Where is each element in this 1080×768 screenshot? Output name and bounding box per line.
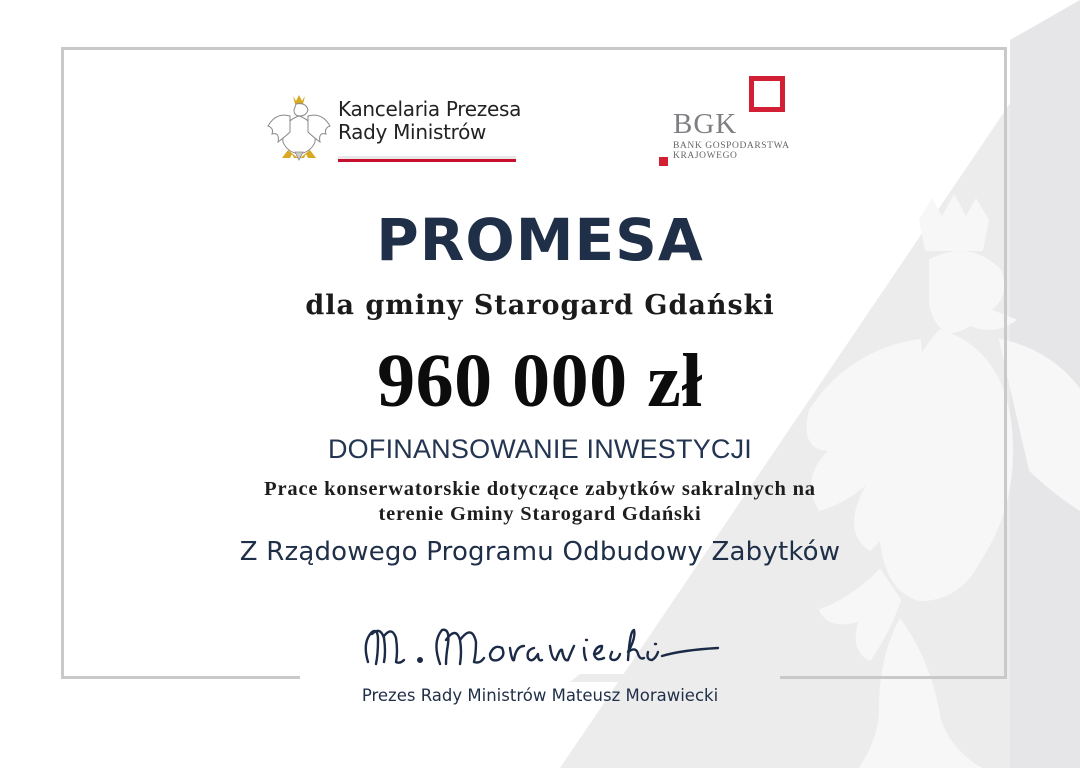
kprm-line2: Rady Ministrów — [338, 120, 487, 144]
bgk-line2: KRAJOWEGO — [673, 151, 738, 161]
polish-eagle-icon — [266, 92, 332, 162]
bgk-dot-icon — [659, 157, 668, 166]
description-line1: Prace konserwatorskie dotyczące zabytków sakralnych na — [264, 478, 816, 500]
bgk-line1: BANK GOSPODARSTWA — [673, 141, 790, 151]
grant-amount: 960 000 zł — [377, 339, 703, 423]
kprm-logo — [266, 92, 526, 166]
recipient: dla gminy Starogard Gdański — [305, 290, 775, 321]
subtitle: DOFINANSOWANIE INWESTYCJI — [327, 434, 752, 464]
bgk-fullname — [673, 141, 790, 161]
flag-red-stripe — [338, 159, 516, 162]
kprm-name — [338, 98, 521, 144]
bgk-square-icon — [749, 76, 785, 112]
program-name: Z Rządowego Programu Odbudowy Zabytków — [239, 537, 841, 567]
description-line2: terenie Gminy Starogard Gdański — [378, 503, 702, 525]
description — [0, 477, 1080, 527]
bgk-name: BGK — [673, 108, 738, 140]
kprm-line1: Kancelaria Prezesa — [338, 97, 522, 121]
signatory: Prezes Rady Ministrów Mateusz Morawiecki — [361, 686, 719, 705]
bgk-logo — [655, 74, 795, 170]
document-title: PROMESA — [376, 206, 704, 274]
signature-image — [350, 618, 730, 676]
